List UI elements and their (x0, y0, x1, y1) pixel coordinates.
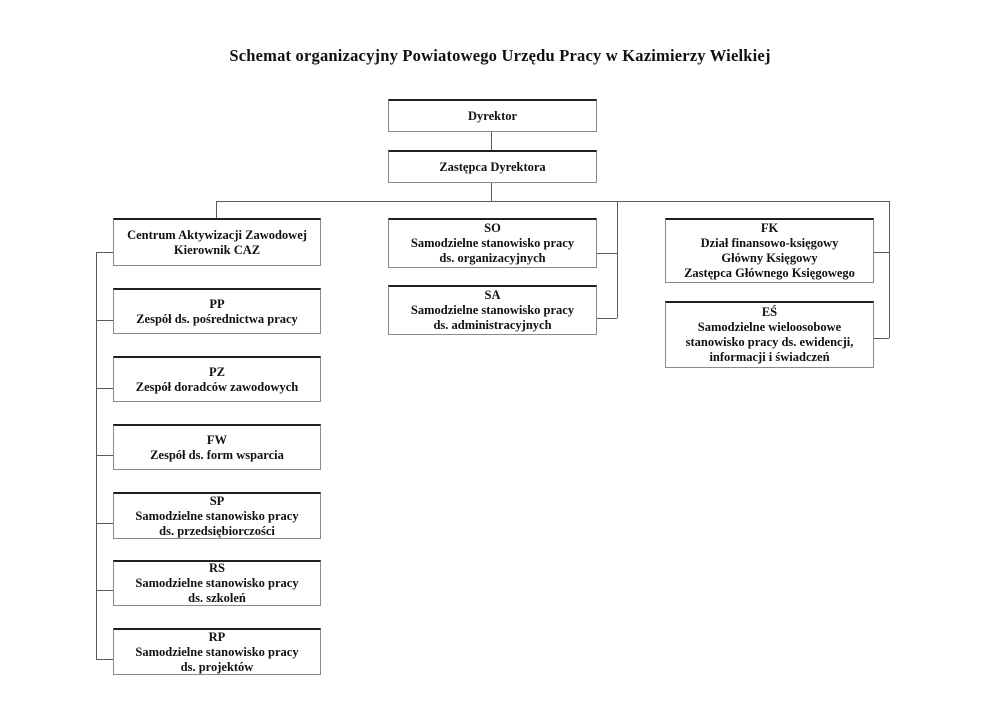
node-line: Samodzielne stanowisko pracy (410, 303, 575, 317)
node-line: FK (760, 221, 779, 235)
node-line: Dział finansowo-księgowy (700, 236, 839, 250)
node-line: Zastępca Głównego Księgowego (684, 266, 855, 280)
node-line: Główny Księgowy (721, 251, 818, 265)
org-node-fk (665, 218, 874, 283)
org-node-dyrektor (388, 99, 597, 132)
connector-stub-sp (96, 523, 113, 524)
node-line: stanowisko pracy ds. ewidencji, (685, 335, 854, 349)
org-node-so (388, 218, 597, 268)
connector-director-deputy (491, 132, 492, 150)
node-line: FW (206, 432, 228, 447)
connector-stub-rs (96, 590, 113, 591)
connector-stub-fk (874, 252, 889, 253)
node-line: Dyrektor (467, 108, 518, 123)
org-node-pz (113, 356, 321, 402)
connector-caz-drop (216, 201, 217, 218)
node-line: Samodzielne stanowisko pracy (135, 644, 299, 659)
node-line: Zespół ds. pośrednictwa pracy (136, 311, 298, 326)
connector-stub-rp (96, 659, 113, 660)
connector-stub-sa (597, 318, 617, 319)
node-line: Kierownik CAZ (173, 242, 261, 257)
node-line: Zespół doradców zawodowych (135, 379, 299, 394)
connector-left-spine (96, 252, 97, 660)
org-node-es (665, 301, 874, 368)
node-line: RS (209, 561, 225, 575)
connector-right-spine (889, 201, 890, 338)
node-line: PZ (209, 364, 225, 379)
org-node-rp (113, 628, 321, 675)
org-node-zastepca-dyrektora (388, 150, 597, 183)
org-node-sp (113, 492, 321, 539)
node-line: Zespół ds. form wsparcia (150, 447, 284, 462)
connector-middle-spine (617, 201, 618, 318)
org-node-caz (113, 218, 321, 266)
node-line: ds. przedsiębiorczości (159, 523, 275, 538)
org-node-rs (113, 560, 321, 606)
connector-stub-es (874, 338, 889, 339)
chart-title: Schemat organizacyjny Powiatowego Urzędu Pracy w Kazimierzy Wielkiej (229, 46, 771, 65)
node-line: SO (484, 221, 501, 235)
node-line: ds. szkoleń (188, 591, 246, 605)
connector-distribution-line (216, 201, 890, 202)
node-line: PP (209, 296, 225, 311)
node-line: Samodzielne stanowisko pracy (410, 236, 575, 250)
node-line: informacji i świadczeń (709, 350, 830, 364)
node-line: Zastępca Dyrektora (439, 159, 546, 174)
node-line: SA (484, 288, 501, 302)
org-node-sa (388, 285, 597, 335)
connector-stub-fw (96, 455, 113, 456)
org-node-pp (113, 288, 321, 334)
connector-stub-so (597, 253, 617, 254)
node-line: Centrum Aktywizacji Zawodowej (127, 227, 307, 242)
connector-stub-caz (96, 252, 113, 253)
node-line: ds. organizacyjnych (439, 251, 546, 265)
node-line: Samodzielne wieloosobowe (697, 320, 842, 334)
node-line: RP (208, 629, 226, 644)
connector-stub-pz (96, 388, 113, 389)
node-line: SP (209, 493, 225, 508)
node-line: Samodzielne stanowisko pracy (135, 508, 299, 523)
node-line: ds. projektów (180, 659, 254, 674)
connector-deputy-drop (491, 183, 492, 201)
node-line: EŚ (761, 305, 778, 319)
node-line: ds. administracyjnych (433, 318, 552, 332)
node-line: Samodzielne stanowisko pracy (135, 576, 299, 590)
connector-stub-pp (96, 320, 113, 321)
org-node-fw (113, 424, 321, 470)
